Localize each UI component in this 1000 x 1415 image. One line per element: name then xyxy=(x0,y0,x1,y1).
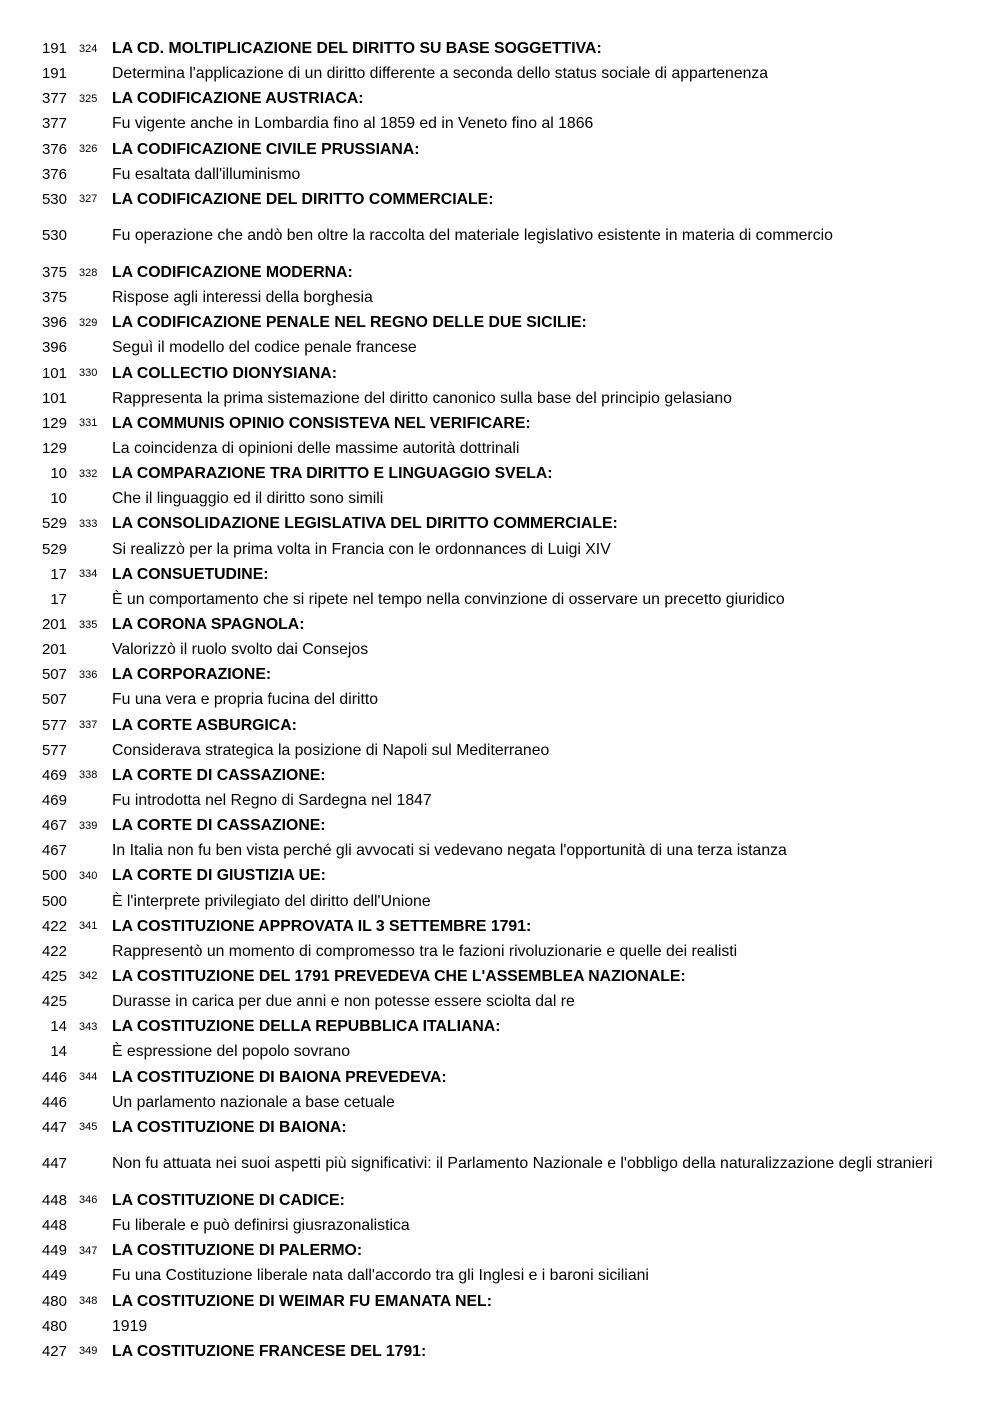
answer-row xyxy=(0,61,1000,86)
page-number: 447 xyxy=(41,1118,67,1136)
question-row xyxy=(0,187,1000,212)
answer-row xyxy=(0,738,1000,763)
question-number: 347 xyxy=(79,1244,98,1257)
question-row xyxy=(0,612,1000,637)
page-number: 529 xyxy=(41,540,67,558)
question-row xyxy=(0,260,1000,285)
answer-row xyxy=(0,939,1000,964)
page-number: 101 xyxy=(41,389,67,407)
answer-row xyxy=(0,1263,1000,1288)
question-number: 334 xyxy=(79,568,98,581)
answer-row xyxy=(0,1314,1000,1339)
answer-text: È l'interprete privilegiato del diritto dell'Unione xyxy=(112,892,431,910)
question-row xyxy=(0,1115,1000,1140)
question-text: LA CORPORAZIONE: xyxy=(112,666,272,684)
answer-text: Valorizzò il ruolo svolto dai Consejos xyxy=(112,641,369,659)
question-row xyxy=(0,662,1000,687)
page-number: 375 xyxy=(41,289,67,307)
page-number: 10 xyxy=(50,490,67,508)
answer-row xyxy=(0,386,1000,411)
question-number: 333 xyxy=(79,517,98,530)
question-number: 336 xyxy=(79,668,98,681)
page-number: 422 xyxy=(41,942,67,960)
question-number: 325 xyxy=(79,92,98,105)
answer-text: Fu esaltata dall'illuminismo xyxy=(112,165,301,183)
question-row xyxy=(0,1288,1000,1313)
question-text: LA COSTITUZIONE DI BAIONA PREVEDEVA: xyxy=(112,1068,447,1086)
page-number: 530 xyxy=(41,227,67,245)
page-number: 530 xyxy=(41,190,67,208)
page-number: 469 xyxy=(41,766,67,784)
answer-text: È un comportamento che si ripete nel tempo nella convinzione di osservare un precetto giuridico xyxy=(112,590,785,608)
page-number: 425 xyxy=(41,993,67,1011)
page-number: 201 xyxy=(41,641,67,659)
question-number: 330 xyxy=(79,367,98,380)
question-text: LA CORTE DI CASSAZIONE: xyxy=(112,817,326,835)
question-number: 348 xyxy=(79,1295,98,1308)
answer-row xyxy=(0,889,1000,914)
page-number: 129 xyxy=(41,414,67,432)
page-number: 467 xyxy=(41,842,67,860)
page-number: 480 xyxy=(41,1292,67,1310)
answer-row xyxy=(0,285,1000,310)
question-number: 332 xyxy=(79,467,98,480)
question-text: LA COSTITUZIONE DEL 1791 PREVEDEVA CHE L'ASSEMBLEA NAZIONALE: xyxy=(112,967,686,985)
page-number: 577 xyxy=(41,741,67,759)
page-number: 500 xyxy=(41,892,67,910)
question-number: 338 xyxy=(79,769,98,782)
page-number: 14 xyxy=(50,1018,67,1036)
question-text: LA CONSOLIDAZIONE LEGISLATIVA DEL DIRITTO COMMERCIALE: xyxy=(112,515,618,533)
answer-row xyxy=(0,111,1000,136)
page-number: 422 xyxy=(41,917,67,935)
page-number: 447 xyxy=(41,1155,67,1173)
question-number: 346 xyxy=(79,1194,98,1207)
question-text: LA CODIFICAZIONE CIVILE PRUSSIANA: xyxy=(112,140,420,158)
question-list xyxy=(0,36,1000,1364)
question-text: LA CORTE DI CASSAZIONE: xyxy=(112,766,326,784)
page-number: 529 xyxy=(41,515,67,533)
answer-text: Non fu attuata nei suoi aspetti più significativi: il Parlamento Nazionale e l'obbligo della naturalizzazione degli stranieri xyxy=(112,1155,933,1173)
answer-row xyxy=(0,1039,1000,1064)
question-number: 343 xyxy=(79,1020,98,1033)
answer-text: Si realizzò per la prima volta in Francia con le ordonnances di Luigi XIV xyxy=(112,540,611,558)
page-number: 577 xyxy=(41,716,67,734)
answer-row xyxy=(0,788,1000,813)
answer-text: Rappresentò un momento di compromesso tra le fazioni rivoluzionarie e quelle dei realisti xyxy=(112,942,738,960)
page-number: 129 xyxy=(41,440,67,458)
page-number: 101 xyxy=(41,364,67,382)
question-row xyxy=(0,1339,1000,1364)
question-row xyxy=(0,36,1000,61)
answer-text: Fu vigente anche in Lombardia fino al 1859 ed in Veneto fino al 1866 xyxy=(112,115,594,133)
question-row xyxy=(0,310,1000,335)
page-number: 191 xyxy=(41,40,67,58)
question-row xyxy=(0,562,1000,587)
question-row xyxy=(0,1014,1000,1039)
page-number: 17 xyxy=(50,590,67,608)
answer-text: Fu una vera e propria fucina del diritto xyxy=(112,691,379,709)
answer-row xyxy=(0,989,1000,1014)
question-number: 331 xyxy=(79,417,98,430)
answer-text: Rappresenta la prima sistemazione del diritto canonico sulla base del principio gelasiano xyxy=(112,389,732,407)
answer-text: Fu introdotta nel Regno di Sardegna nel 1847 xyxy=(112,792,432,809)
answer-text: Un parlamento nazionale a base cetuale xyxy=(112,1093,395,1111)
question-text: LA COSTITUZIONE DI CADICE: xyxy=(112,1191,345,1209)
question-row xyxy=(0,914,1000,939)
answer-row xyxy=(0,687,1000,712)
question-text: LA COSTITUZIONE DELLA REPUBBLICA ITALIANA: xyxy=(112,1018,501,1036)
answer-row xyxy=(0,335,1000,360)
answer-text: In Italia non fu ben vista perché gli avvocati si vedevano negata l'opportunità di una terza istanza xyxy=(112,842,787,860)
question-number: 337 xyxy=(79,719,98,732)
answer-row xyxy=(0,1090,1000,1115)
question-number: 326 xyxy=(79,143,98,156)
question-text: LA CODIFICAZIONE DEL DIRITTO COMMERCIALE: xyxy=(112,190,494,208)
answer-row xyxy=(0,537,1000,562)
answer-row xyxy=(0,587,1000,612)
question-text: LA CODIFICAZIONE PENALE NEL REGNO DELLE DUE SICILIE: xyxy=(112,314,587,332)
answer-row xyxy=(0,486,1000,511)
page-number: 427 xyxy=(41,1342,67,1360)
question-text: LA CD. MOLTIPLICAZIONE DEL DIRITTO SU BASE SOGGETTIVA: xyxy=(112,40,602,58)
answer-text: 1919 xyxy=(112,1317,148,1335)
page-number: 467 xyxy=(41,817,67,835)
page-number: 425 xyxy=(41,967,67,985)
question-row xyxy=(0,813,1000,838)
question-number: 335 xyxy=(79,618,98,631)
answer-row xyxy=(0,212,1000,260)
page-number: 14 xyxy=(50,1043,67,1061)
question-text: LA COLLECTIO DIONYSIANA: xyxy=(112,364,337,382)
page-number: 376 xyxy=(41,140,67,158)
question-row xyxy=(0,1188,1000,1213)
question-number: 328 xyxy=(79,266,98,279)
question-row xyxy=(0,411,1000,436)
page-number: 448 xyxy=(41,1191,67,1209)
question-text: LA CODIFICAZIONE AUSTRIACA: xyxy=(112,90,364,108)
answer-text: Considerava strategica la posizione di Napoli sul Mediterraneo xyxy=(112,741,550,759)
page-number: 449 xyxy=(41,1242,67,1260)
question-row xyxy=(0,964,1000,989)
question-row xyxy=(0,713,1000,738)
page-number: 376 xyxy=(41,165,67,183)
page-number: 448 xyxy=(41,1217,67,1235)
page-number: 446 xyxy=(41,1093,67,1111)
page-number: 396 xyxy=(41,339,67,357)
question-number: 339 xyxy=(79,819,98,832)
answer-text: È espressione del popolo sovrano xyxy=(112,1043,350,1061)
answer-text: Che il linguaggio ed il diritto sono simili xyxy=(112,490,384,508)
answer-text: Seguì il modello del codice penale francese xyxy=(112,339,417,357)
question-number: 327 xyxy=(79,193,98,206)
answer-row xyxy=(0,1213,1000,1238)
question-text: LA COSTITUZIONE DI BAIONA: xyxy=(112,1118,347,1136)
page-number: 375 xyxy=(41,264,67,282)
page-number: 191 xyxy=(41,65,67,83)
page-number: 507 xyxy=(41,666,67,684)
answer-text: Fu operazione che andò ben oltre la raccolta del materiale legislativo esistente in materia di commercio xyxy=(112,227,833,245)
answer-row xyxy=(0,637,1000,662)
answer-row xyxy=(0,838,1000,863)
page-number: 449 xyxy=(41,1267,67,1285)
question-row xyxy=(0,1064,1000,1089)
question-text: LA COMMUNIS OPINIO CONSISTEVA NEL VERIFICARE: xyxy=(112,414,531,432)
question-number: 342 xyxy=(79,970,98,983)
page-number: 507 xyxy=(41,691,67,709)
question-text: LA COSTITUZIONE DI WEIMAR FU EMANATA NEL: xyxy=(112,1292,492,1310)
question-number: 341 xyxy=(79,920,98,933)
page-number: 17 xyxy=(50,565,67,583)
question-text: LA CODIFICAZIONE MODERNA: xyxy=(112,264,353,282)
answer-row xyxy=(0,436,1000,461)
question-row xyxy=(0,863,1000,888)
question-text: LA CONSUETUDINE: xyxy=(112,565,269,583)
answer-row xyxy=(0,1140,1000,1188)
page-number: 10 xyxy=(50,465,67,483)
page-number: 500 xyxy=(41,867,67,885)
answer-text: La coincidenza di opinioni delle massime autorità dottrinali xyxy=(112,440,520,458)
question-text: LA CORTE ASBURGICA: xyxy=(112,716,297,734)
question-row xyxy=(0,86,1000,111)
question-text: LA COMPARAZIONE TRA DIRITTO E LINGUAGGIO SVELA: xyxy=(112,465,553,483)
answer-row xyxy=(0,162,1000,187)
question-text: LA COSTITUZIONE FRANCESE DEL 1791: xyxy=(112,1342,427,1360)
question-row xyxy=(0,461,1000,486)
page-number: 201 xyxy=(41,616,67,634)
answer-text: Determina l'applicazione di un diritto differente a seconda dello status sociale di appartenenza xyxy=(112,65,769,83)
question-number: 329 xyxy=(79,316,98,329)
question-text: LA CORTE DI GIUSTIZIA UE: xyxy=(112,867,326,885)
page-number: 469 xyxy=(41,792,67,809)
question-row xyxy=(0,763,1000,788)
page-number: 396 xyxy=(41,314,67,332)
question-text: LA CORONA SPAGNOLA: xyxy=(112,616,305,634)
question-number: 324 xyxy=(79,42,98,55)
page-number: 446 xyxy=(41,1068,67,1086)
answer-text: Rispose agli interessi della borghesia xyxy=(112,289,373,307)
answer-text: Fu una Costituzione liberale nata dall'accordo tra gli Inglesi e i baroni siciliani xyxy=(112,1267,649,1285)
question-number: 340 xyxy=(79,869,98,882)
question-number: 345 xyxy=(79,1121,98,1134)
page-number: 377 xyxy=(41,115,67,133)
question-row xyxy=(0,137,1000,162)
page-number: 377 xyxy=(41,90,67,108)
question-text: LA COSTITUZIONE APPROVATA IL 3 SETTEMBRE 1791: xyxy=(112,917,532,935)
answer-text: Fu liberale e può definirsi giusrazonalistica xyxy=(112,1217,410,1235)
question-text: LA COSTITUZIONE DI PALERMO: xyxy=(112,1242,363,1260)
answer-text: Durasse in carica per due anni e non potesse essere sciolta dal re xyxy=(112,993,575,1011)
page-number: 480 xyxy=(41,1317,67,1335)
question-number: 349 xyxy=(79,1345,98,1358)
question-row xyxy=(0,511,1000,536)
question-number: 344 xyxy=(79,1071,98,1084)
question-row xyxy=(0,1238,1000,1263)
question-row xyxy=(0,361,1000,386)
